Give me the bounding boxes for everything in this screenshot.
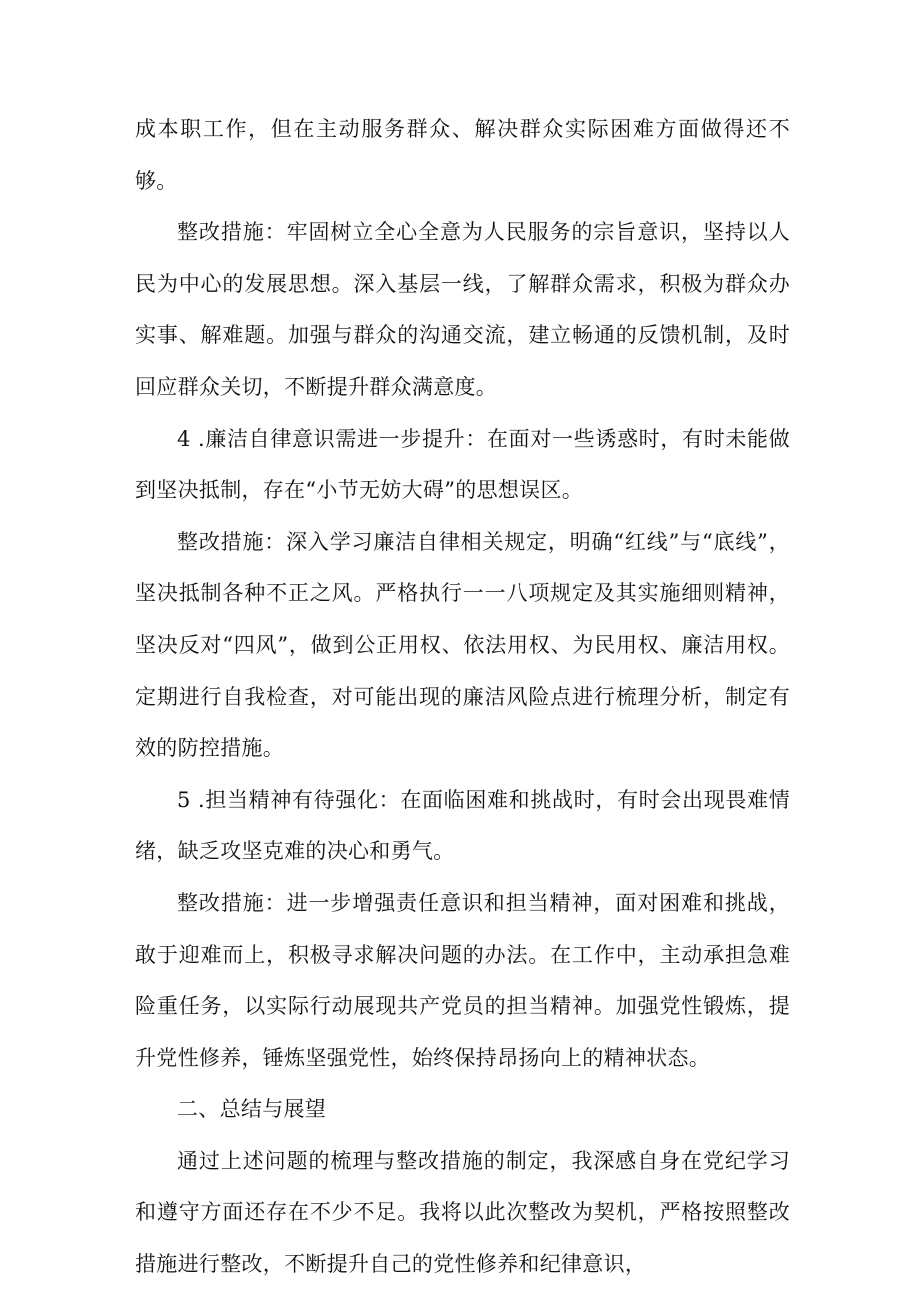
document-body bbox=[135, 104, 790, 1291]
section-heading-summary: 二、总结与展望 bbox=[177, 1097, 327, 1122]
paragraph-issue-4: 4 .廉洁自律意识需进一步提升：在面对一些诱惑时，有时未能做到坚决抵制，存在“小节无妨大碍”的思想误区。 bbox=[135, 426, 790, 503]
paragraph-rectification-4: 整改措施：深入学习廉洁自律相关规定，明确“红线”与“底线”，坚决抵制各种不正之风。严格执行一一八项规定及其实施细则精神，坚决反对“四风”，做到公正用权、依法用权、为民用权、廉洁用权。定期进行自我检查，对可能出现的廉洁风险点进行梳理分析，制定有效的防控措施。 bbox=[135, 529, 790, 761]
paragraph-rectification-3: 整改措施：牢固树立全心全意为人民服务的宗旨意识，坚持以人民为中心的发展思想。深入基层一线，了解群众需求，积极为群众办实事、解难题。加强与群众的沟通交流，建立畅通的反馈机制，及时回应群众关切，不断提升群众满意度。 bbox=[135, 220, 790, 399]
paragraph-summary: 通过上述问题的梳理与整改措施的制定，我深感自身在党纪学习和遵守方面还存在不少不足。我将以此次整改为契机，严格按照整改措施进行整改，不断提升自己的党性修养和纪律意识， bbox=[135, 1148, 790, 1277]
paragraph-issue-5: 5 .担当精神有待强化：在面临困难和挑战时，有时会出现畏难情绪，缺乏攻坚克难的决心和勇气。 bbox=[135, 787, 790, 864]
paragraph-continuation: 成本职工作，但在主动服务群众、解决群众实际困难方面做得还不够。 bbox=[135, 117, 790, 193]
paragraph-rectification-5: 整改措施：进一步增强责任意识和担当精神，面对困难和挑战，敢于迎难而上，积极寻求解决问题的办法。在工作中，主动承担急难险重任务，以实际行动展现共产党员的担当精神。加强党性锻炼，提升党性修养，锤炼坚强党性，始终保持昂扬向上的精神状态。 bbox=[135, 890, 790, 1070]
